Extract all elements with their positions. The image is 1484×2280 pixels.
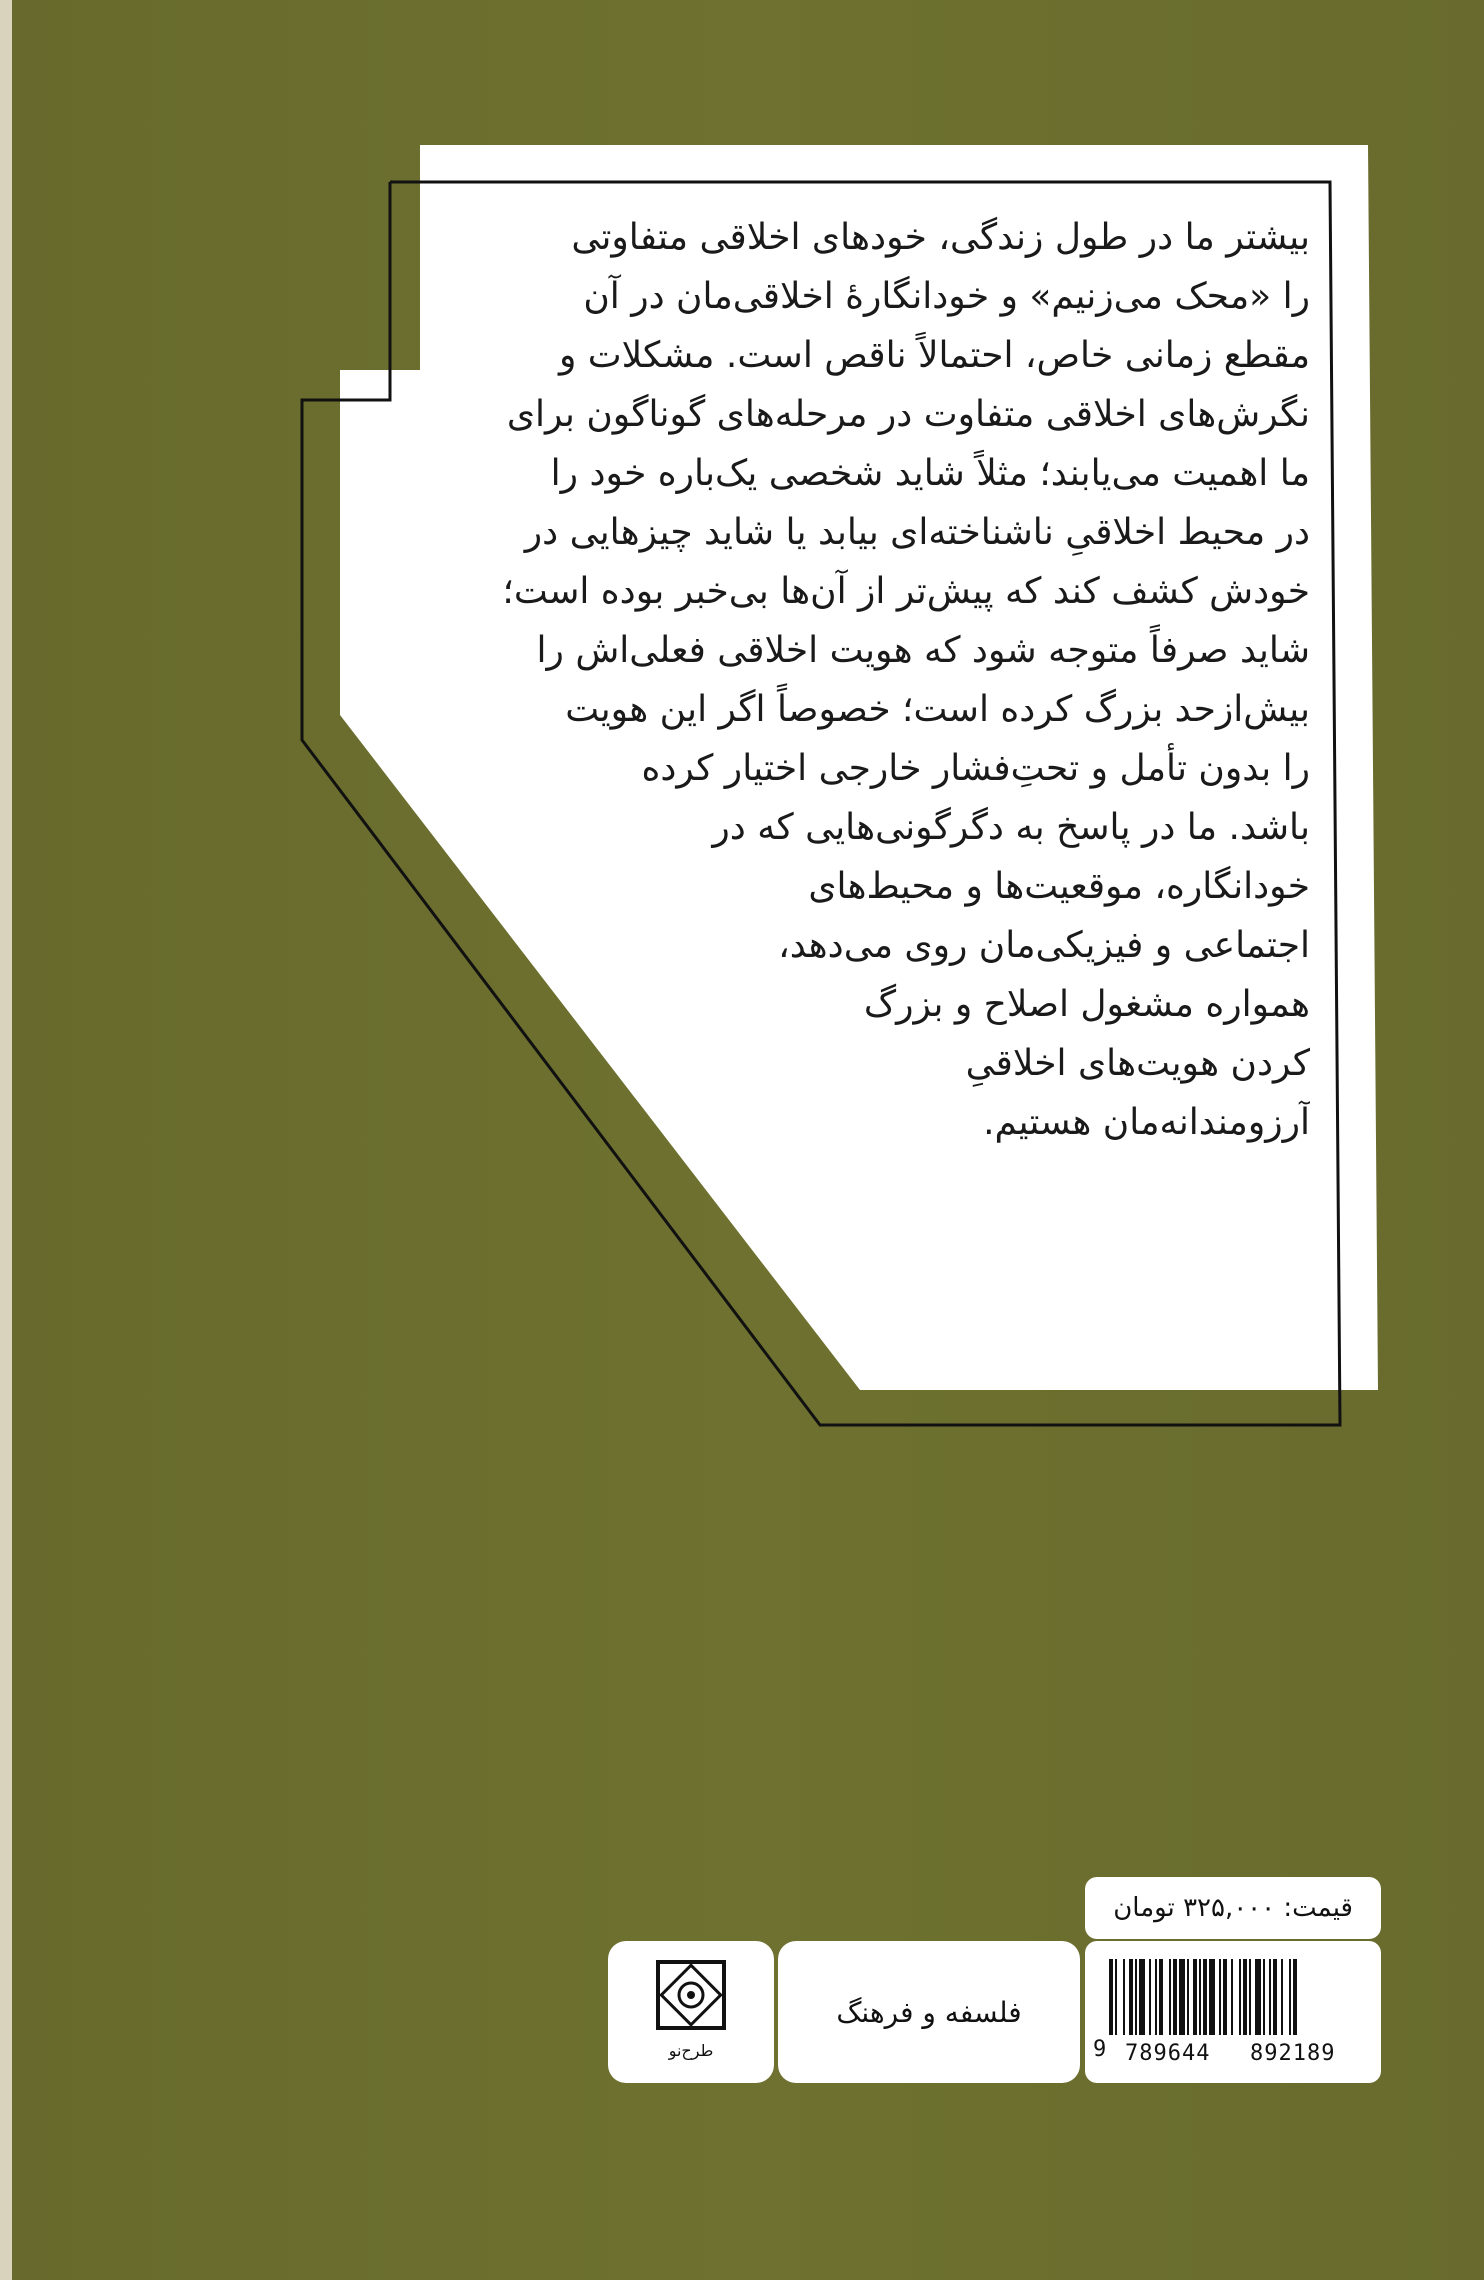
price-text: قیمت: ۳۲۵,۰۰۰ تومان	[1113, 1893, 1353, 1923]
publisher-logo-text: طرح‌نو	[668, 2041, 714, 2060]
barcode-bar	[1243, 1959, 1247, 2035]
barcode-bar	[1203, 1959, 1207, 2035]
isbn-barcode	[1085, 1941, 1381, 2083]
barcode-bar	[1219, 1959, 1221, 2035]
barcode-bar	[1155, 1959, 1157, 2035]
blurb-line: در محیط اخلاقیِ ناشناخته‌ای بیابد یا شاید چیزهایی در	[524, 512, 1310, 553]
publisher-logo-box	[608, 1941, 774, 2083]
barcode-bar	[1269, 1959, 1271, 2035]
blurb-line: را بدون تأمل و تحتِ‌فشار خارجی اختیار کرده	[641, 748, 1310, 789]
blurb-line: بیش‌ازحد بزرگ کرده است؛ خصوصاً اگر این هویت	[565, 689, 1310, 730]
series-label-box	[778, 1941, 1080, 2083]
barcode-bar	[1173, 1959, 1177, 2035]
barcode-bar	[1223, 1959, 1227, 2035]
blurb-line: آرزومندانه‌مان هستیم.	[983, 1102, 1310, 1143]
barcode-bar	[1169, 1959, 1171, 2035]
barcode-bar	[1231, 1959, 1233, 2035]
blurb-line: ما اهمیت می‌یابند؛ مثلاً شاید شخصی یک‌باره خود را	[550, 453, 1310, 494]
barcode-bar	[1123, 1959, 1125, 2035]
barcode-bar	[1193, 1959, 1197, 2035]
price-label	[1085, 1877, 1381, 1939]
blurb-line: را «محک می‌زنیم» و خودانگارهٔ اخلاقی‌مان در آن	[583, 276, 1310, 317]
barcode-bar	[1109, 1959, 1113, 2035]
blurb-line: همواره مشغول اصلاح و بزرگ	[863, 984, 1310, 1025]
barcode-bar	[1289, 1959, 1291, 2035]
barcode-bar	[1139, 1959, 1145, 2035]
barcode-bars	[1103, 1959, 1365, 2039]
barcode-bar	[1115, 1959, 1117, 2035]
barcode-bar	[1199, 1959, 1201, 2035]
blurb-text	[380, 208, 1310, 1152]
publisher-logo-icon	[654, 1958, 728, 2066]
isbn-first-digit: 9	[1093, 2037, 1107, 2062]
barcode-bar	[1135, 1959, 1137, 2035]
barcode-bar	[1209, 1959, 1215, 2035]
blurb-line: خودانگاره، موقعیت‌ها و محیط‌های	[808, 866, 1310, 907]
blurb-line: نگرش‌های اخلاقی متفاوت در مرحله‌های گوناگون برای	[506, 394, 1310, 435]
isbn-group-right: 892189	[1250, 2041, 1336, 2066]
barcode-bar	[1239, 1959, 1241, 2035]
barcode-bar	[1149, 1959, 1151, 2035]
blurb-line: خودش کشف کند که پیش‌تر از آن‌ها بی‌خبر بوده است؛	[502, 571, 1310, 612]
barcode-bar	[1263, 1959, 1265, 2035]
barcode-bar	[1187, 1959, 1189, 2035]
blurb-line: شاید صرفاً متوجه شود که هویت اخلاقی فعلی‌اش را	[536, 630, 1310, 671]
blurb-line: بیشتر ما در طول زندگی، خودهای اخلاقی متفاوتی	[571, 217, 1310, 258]
barcode-bar	[1281, 1959, 1283, 2035]
barcode-bar	[1273, 1959, 1277, 2035]
blurb-line: اجتماعی و فیزیکی‌مان روی می‌دهد،	[778, 925, 1310, 966]
series-label: فلسفه و فرهنگ	[836, 1995, 1022, 2029]
isbn-group-left: 789644	[1125, 2041, 1211, 2066]
blurb-line: کردن هویت‌های اخلاقیِ	[965, 1043, 1310, 1084]
barcode-bar	[1179, 1959, 1185, 2035]
barcode-bar	[1255, 1959, 1261, 2035]
blurb-line: باشد. ما در پاسخ به دگرگونی‌هایی که در	[712, 807, 1310, 848]
barcode-bar	[1249, 1959, 1251, 2035]
barcode-bar	[1159, 1959, 1163, 2035]
barcode-bar	[1293, 1959, 1297, 2035]
blurb-line: مقطع زمانی خاص، احتمالاً ناقص است. مشکلات و	[558, 335, 1310, 376]
barcode-bar	[1129, 1959, 1133, 2035]
